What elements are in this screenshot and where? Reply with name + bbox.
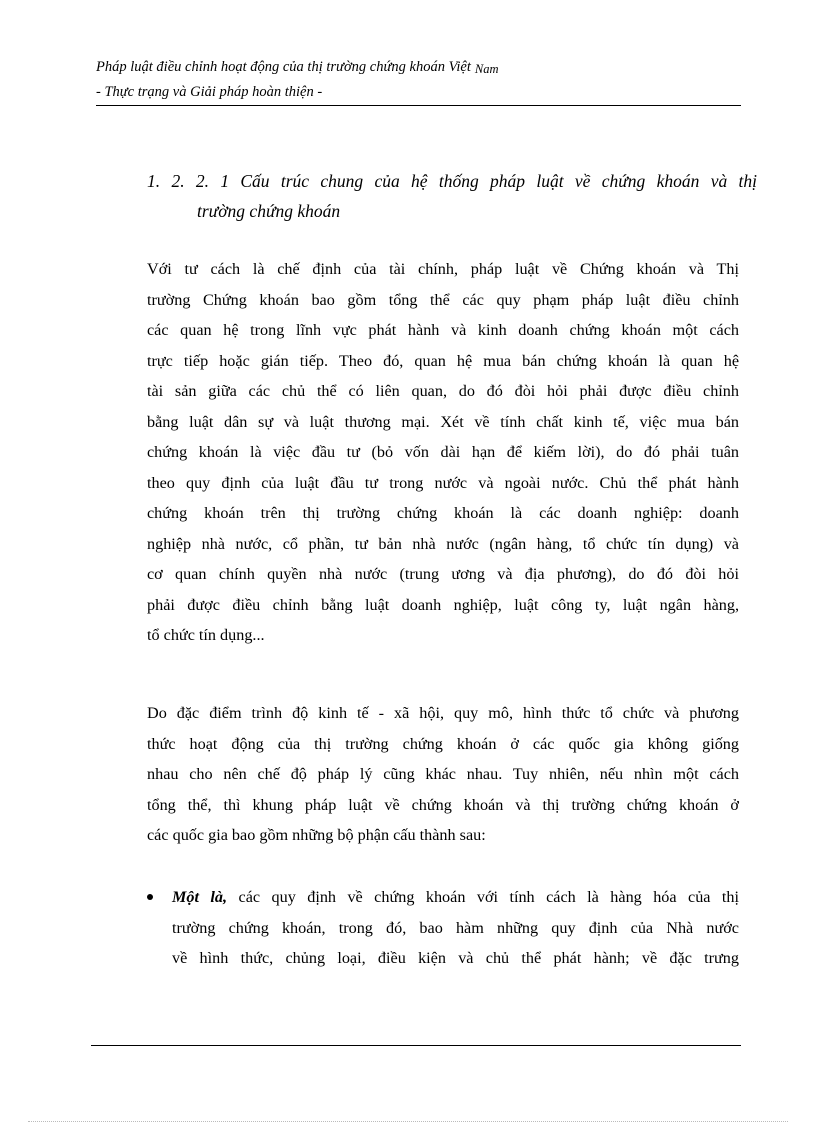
- paragraph-1: [147, 254, 739, 651]
- text-line: thức hoạt động của thị trường chứng khoán ở các quốc gia không giống: [147, 734, 739, 753]
- text-line: các quốc gia bao gồm những bộ phận cấu thành sau:: [147, 826, 486, 844]
- page-bottom-edge: [28, 1121, 788, 1122]
- text-line: chứng khoán trên thị trường chứng khoán là các doanh nghiệp: doanh: [147, 504, 739, 522]
- footer-rule: [91, 1045, 741, 1046]
- header-title-tail: Nam: [474, 62, 499, 76]
- bullet-line-1: [172, 882, 739, 913]
- text-line: các quan hệ trong lĩnh vực phát hành và kinh doanh chứng khoán một cách: [147, 321, 739, 339]
- bullet-line-1-text: các quy định về chứng khoán với tính cách là hàng hóa của thị: [227, 888, 740, 906]
- bullet-line-2: trường chứng khoán, trong đó, bao hàm những quy định của Nhà nước: [172, 918, 739, 937]
- bullet-dot-icon: [147, 894, 153, 900]
- header-line-1: [96, 56, 741, 81]
- text-line: tổ chức tín dụng...: [147, 626, 265, 644]
- heading-line-2: trường chứng khoán: [197, 201, 341, 221]
- text-line: phải được điều chỉnh bằng luật doanh nghiệp, luật công ty, luật ngân hàng,: [147, 595, 739, 614]
- text-line: Với tư cách là chế định của tài chính, pháp luật về Chứng khoán và Thị: [147, 260, 739, 278]
- text-line: tài sản giữa các chủ thể có liên quan, do đó đòi hỏi phải được điều chỉnh: [147, 382, 739, 400]
- text-line: nghiệp nhà nước, cổ phần, tư bản nhà nước (ngân hàng, tổ chức tín dụng) và: [147, 534, 739, 553]
- text-line: Do đặc điểm trình độ kinh tế - xã hội, quy mô, hình thức tổ chức và phương: [147, 704, 739, 722]
- text-line: chứng khoán là việc đầu tư (bỏ vốn dài hạn để kiếm lời), do đó phải tuân: [147, 443, 739, 461]
- section-heading: [147, 166, 757, 226]
- heading-line-1: 1. 2. 2. 1 Cấu trúc chung của hệ thống pháp luật về chứng khoán và thị: [147, 171, 757, 191]
- bullet-item-1: [147, 882, 747, 974]
- text-line: nhau cho nên chế độ pháp lý cũng khác nhau. Tuy nhiên, nếu nhìn một cách: [147, 765, 739, 783]
- text-line: bằng luật dân sự và luật thương mại. Xét về tính chất kinh tế, việc mua bán: [147, 412, 739, 431]
- paragraph-2: [147, 698, 739, 851]
- bullet-line-3: về hình thức, chủng loại, điều kiện và chủ thể phát hành; về đặc trưng: [172, 949, 739, 967]
- text-line: trực tiếp hoặc gián tiếp. Theo đó, quan hệ mua bán chứng khoán là quan hệ: [147, 351, 739, 370]
- bullet-lead: Một là,: [172, 888, 228, 906]
- header-line-2: - Thực trạng và Giải pháp hoàn thiện -: [96, 84, 323, 100]
- header-title: Pháp luật điều chỉnh hoạt động của thị trường chứng khoán Việt: [96, 59, 471, 75]
- text-line: cơ quan chính quyền nhà nước (trung ương và địa phương), do đó đòi hỏi: [147, 565, 739, 583]
- text-line: theo quy định của luật đầu tư trong nước và ngoài nước. Chủ thể phát hành: [147, 473, 739, 492]
- text-line: trường Chứng khoán bao gồm tổng thể các quy phạm pháp luật điều chỉnh: [147, 290, 739, 309]
- text-line: tổng thể, thì khung pháp luật về chứng khoán và thị trường chứng khoán ở: [147, 795, 739, 814]
- running-header: [96, 56, 741, 106]
